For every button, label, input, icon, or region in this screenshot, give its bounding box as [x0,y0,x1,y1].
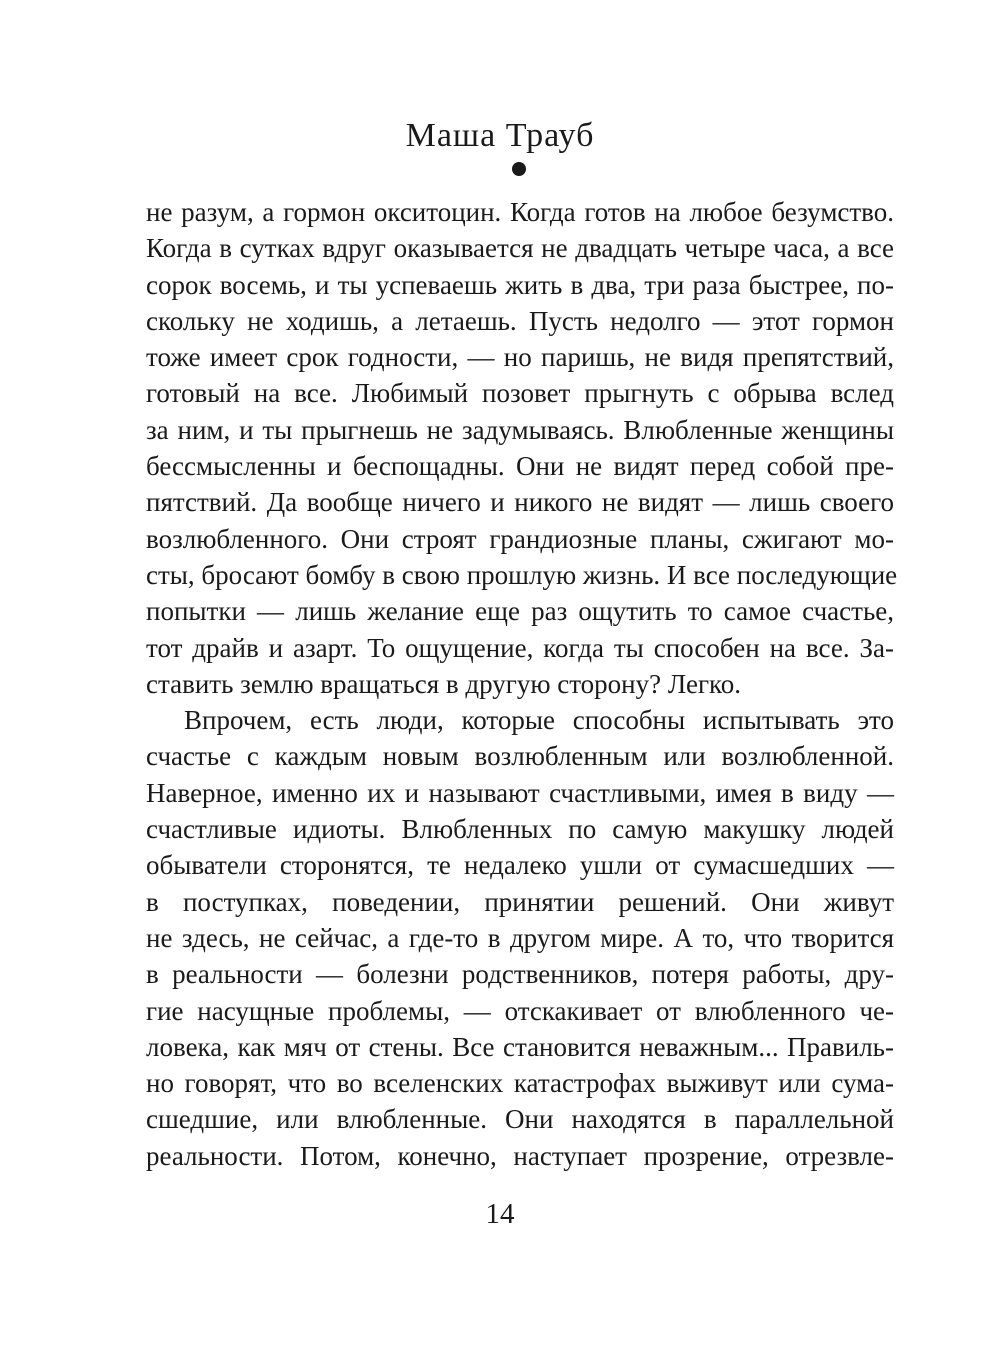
text-line: сшедшие, или влюбленные. Они находятся в параллельной [146,1104,894,1135]
text-line: сты, бросают бомбу в свою прошлую жизнь. И все последующие [146,559,898,590]
text-line: гие насущные проблемы, — отскакивает от влюбленного че- [146,995,894,1026]
text-line: пятствий. Да вообще ничего и никого не видят — лишь своего [146,487,894,518]
text-line: готовый на все. Любимый позовет прыгнуть с обрыва вслед [146,378,894,409]
page-number: 14 [485,1198,515,1230]
text-line: Когда в сутках вдруг оказывается не двадцать четыре часа, а все [146,233,894,264]
text-line: счастливые идиоты. Влюбленных по самую макушку людей [146,814,894,845]
text-line: скольку не ходишь, а летаешь. Пусть недолго — этот гормон [146,305,894,336]
text-line: но говорят, что во вселенских катастрофах выживут или сума- [146,1068,894,1099]
text-line: ловека, как мяч от стены. Все становится неважным... Правиль- [146,1031,894,1062]
text-line: ставить землю вращаться в другую сторону? Легко. [146,668,742,699]
text-line: Впрочем, есть люди, которые способны испытывать это [184,705,894,736]
paragraph [146,194,898,702]
text-line: не здесь, не сейчас, а где-то в другом мире. А то, что творится [146,922,894,953]
text-line: не разум, а гормон окситоцин. Когда готов на любое безумство. [146,197,894,227]
paragraph [146,702,894,1174]
bullet-ornament [512,162,526,176]
text-line: сорок восемь, и ты успеваешь жить в два, три раза быстрее, по- [146,269,894,300]
text-line: тоже имеет срок годности, — но паришь, не видя препятствий, [146,342,894,373]
text-line: Наверное, именно их и называют счастливыми, имея в виду — [146,777,894,808]
body-text [146,194,898,1174]
running-head-author: Маша Трауб [405,117,595,154]
text-line: бессмысленны и беспощадны. Они не видят перед собой пре- [146,451,894,482]
text-line: в поступках, поведении, принятии решений. Они живут [146,886,894,917]
text-line: реальности. Потом, конечно, наступает прозрение, отрезвле- [146,1140,894,1171]
text-line: в реальности — болезни родственников, потеря работы, дру- [146,959,894,990]
text-line: тот драйв и азарт. То ощущение, когда ты способен на все. За- [146,632,894,663]
text-line: за ним, и ты прыгнешь не задумываясь. Влюбленные женщины [146,414,894,445]
text-line: обыватели сторонятся, те недалеко ушли от сумасшедших — [146,850,894,881]
text-line: возлюбленного. Они строят грандиозные планы, сжигают мо- [146,523,894,554]
text-line: попытки — лишь желание еще раз ощутить то самое счастье, [146,596,894,627]
text-line: счастье с каждым новым возлюбленным или возлюбленной. [146,741,894,772]
